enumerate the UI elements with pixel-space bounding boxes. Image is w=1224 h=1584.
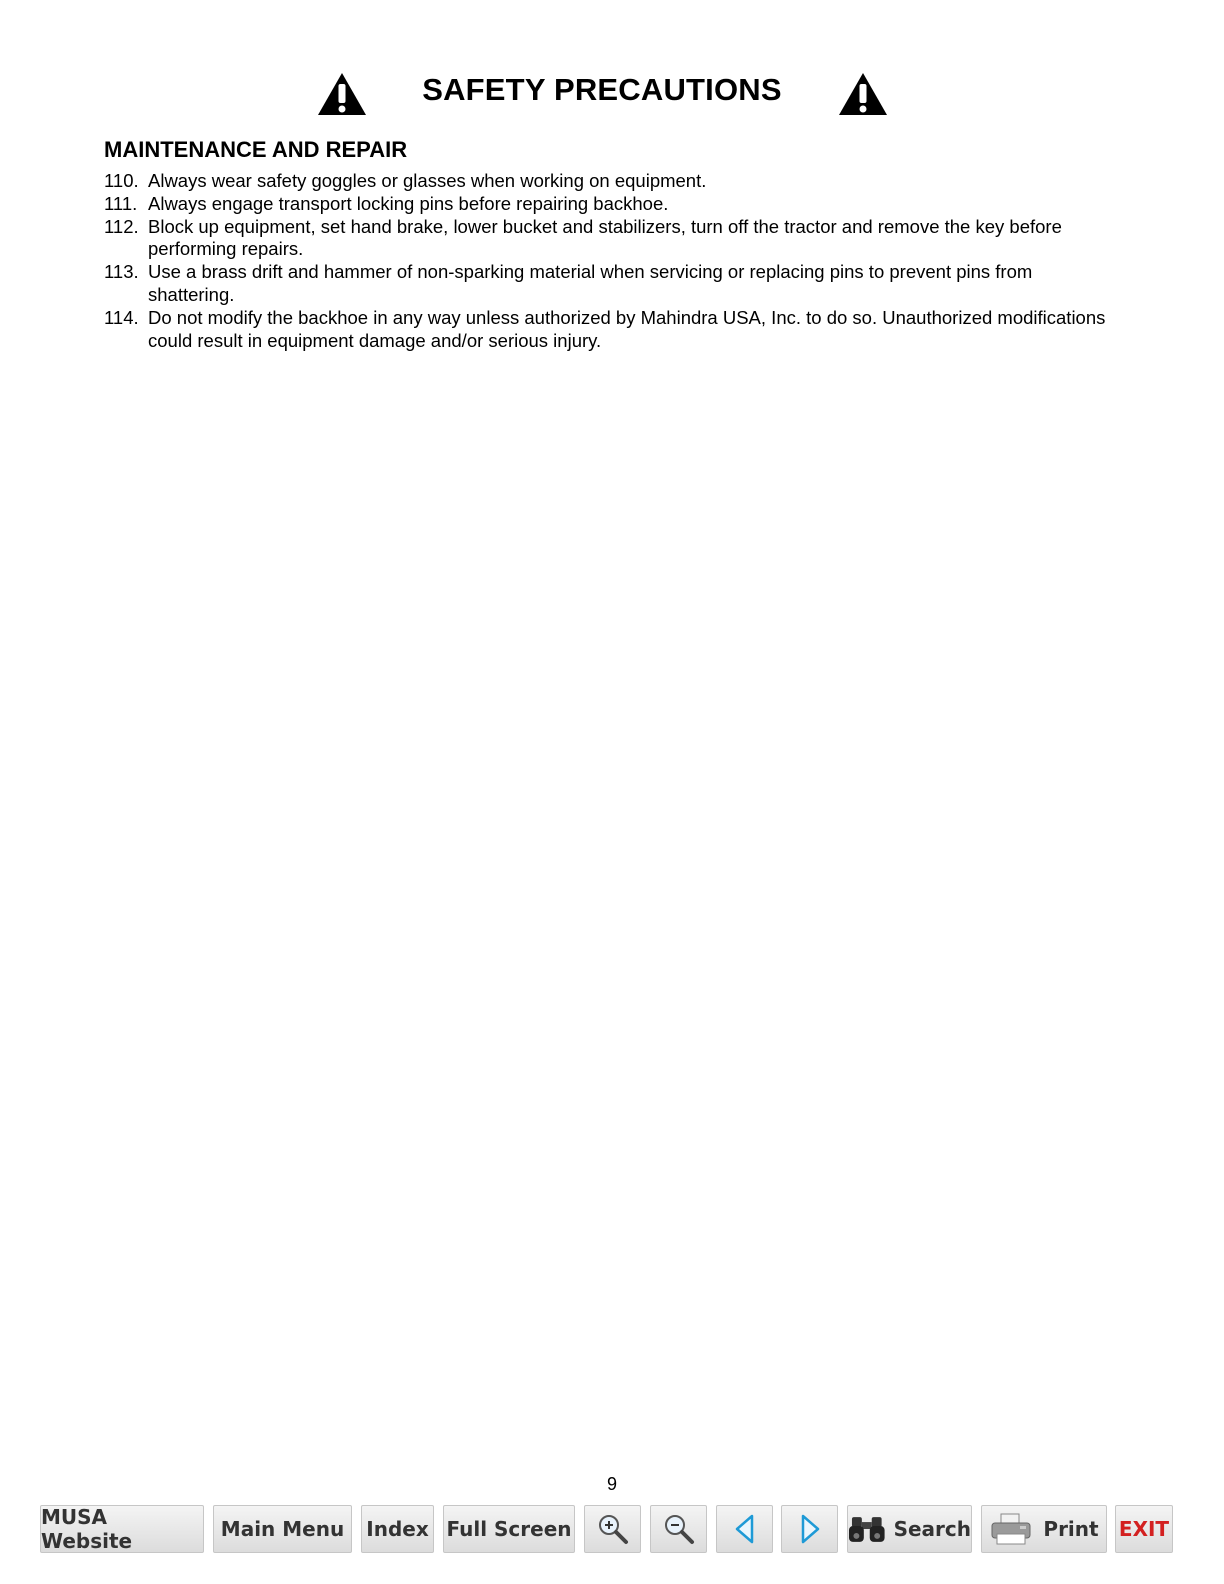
list-item [104,307,1114,353]
item-text: Always wear safety goggles or glasses when working on equipment. [148,170,707,191]
index-label: Index [366,1517,429,1541]
item-text: Block up equipment, set hand brake, lower bucket and stabilizers, turn off the tractor and remove the key before performing repairs. [148,215,1062,260]
main-menu-button[interactable] [213,1505,352,1553]
full-screen-button[interactable] [443,1505,575,1553]
previous-page-button[interactable] [716,1505,773,1553]
musa-website-button[interactable] [40,1505,204,1553]
print-button[interactable] [981,1505,1107,1553]
page-title: SAFETY PRECAUTIONS [422,72,782,107]
full-screen-label: Full Screen [446,1517,572,1541]
warning-triangle-icon [317,72,367,116]
item-text: Use a brass drift and hammer of non-sparking material when servicing or replacing pins to prevent pins from shattering. [148,261,1033,305]
exit-label: EXIT [1118,1517,1170,1541]
item-text: Do not modify the backhoe in any way unless authorized by Mahindra USA, Inc. to do so. Unauthorized modifications could result in equipment damage and/or serious injury. [148,306,1106,351]
next-page-button[interactable] [781,1505,838,1553]
zoom-out-button[interactable] [650,1505,707,1553]
warning-triangle-icon [838,72,888,116]
list-item [104,261,1114,307]
print-label: Print [1043,1517,1099,1541]
precautions-list [104,170,1114,352]
arrow-left-icon [730,1513,760,1545]
section-heading: MAINTENANCE AND REPAIR [104,137,408,162]
printer-icon [989,1512,1035,1546]
main-menu-label: Main Menu [220,1517,345,1541]
zoom-out-icon [662,1512,696,1546]
list-item [104,170,1114,193]
zoom-in-button[interactable] [584,1505,641,1553]
item-number: 110. [104,170,139,191]
arrow-right-icon [795,1513,825,1545]
zoom-in-icon [596,1512,630,1546]
navigation-toolbar [0,1505,1224,1555]
exit-button[interactable] [1115,1505,1173,1553]
list-item [104,216,1114,262]
binoculars-icon [848,1514,886,1544]
item-number: 112. [104,215,139,237]
item-number: 111. [104,192,138,214]
list-item [104,193,1114,216]
search-button[interactable] [847,1505,972,1553]
search-label: Search [893,1517,971,1541]
item-number: 114. [104,306,139,328]
musa-website-label: MUSA Website [41,1505,133,1553]
item-number: 113. [104,261,139,283]
page-header [0,70,1224,120]
index-button[interactable] [361,1505,434,1553]
item-text: Always engage transport locking pins before repairing backhoe. [148,192,669,214]
page-number: 9 [606,1474,617,1494]
